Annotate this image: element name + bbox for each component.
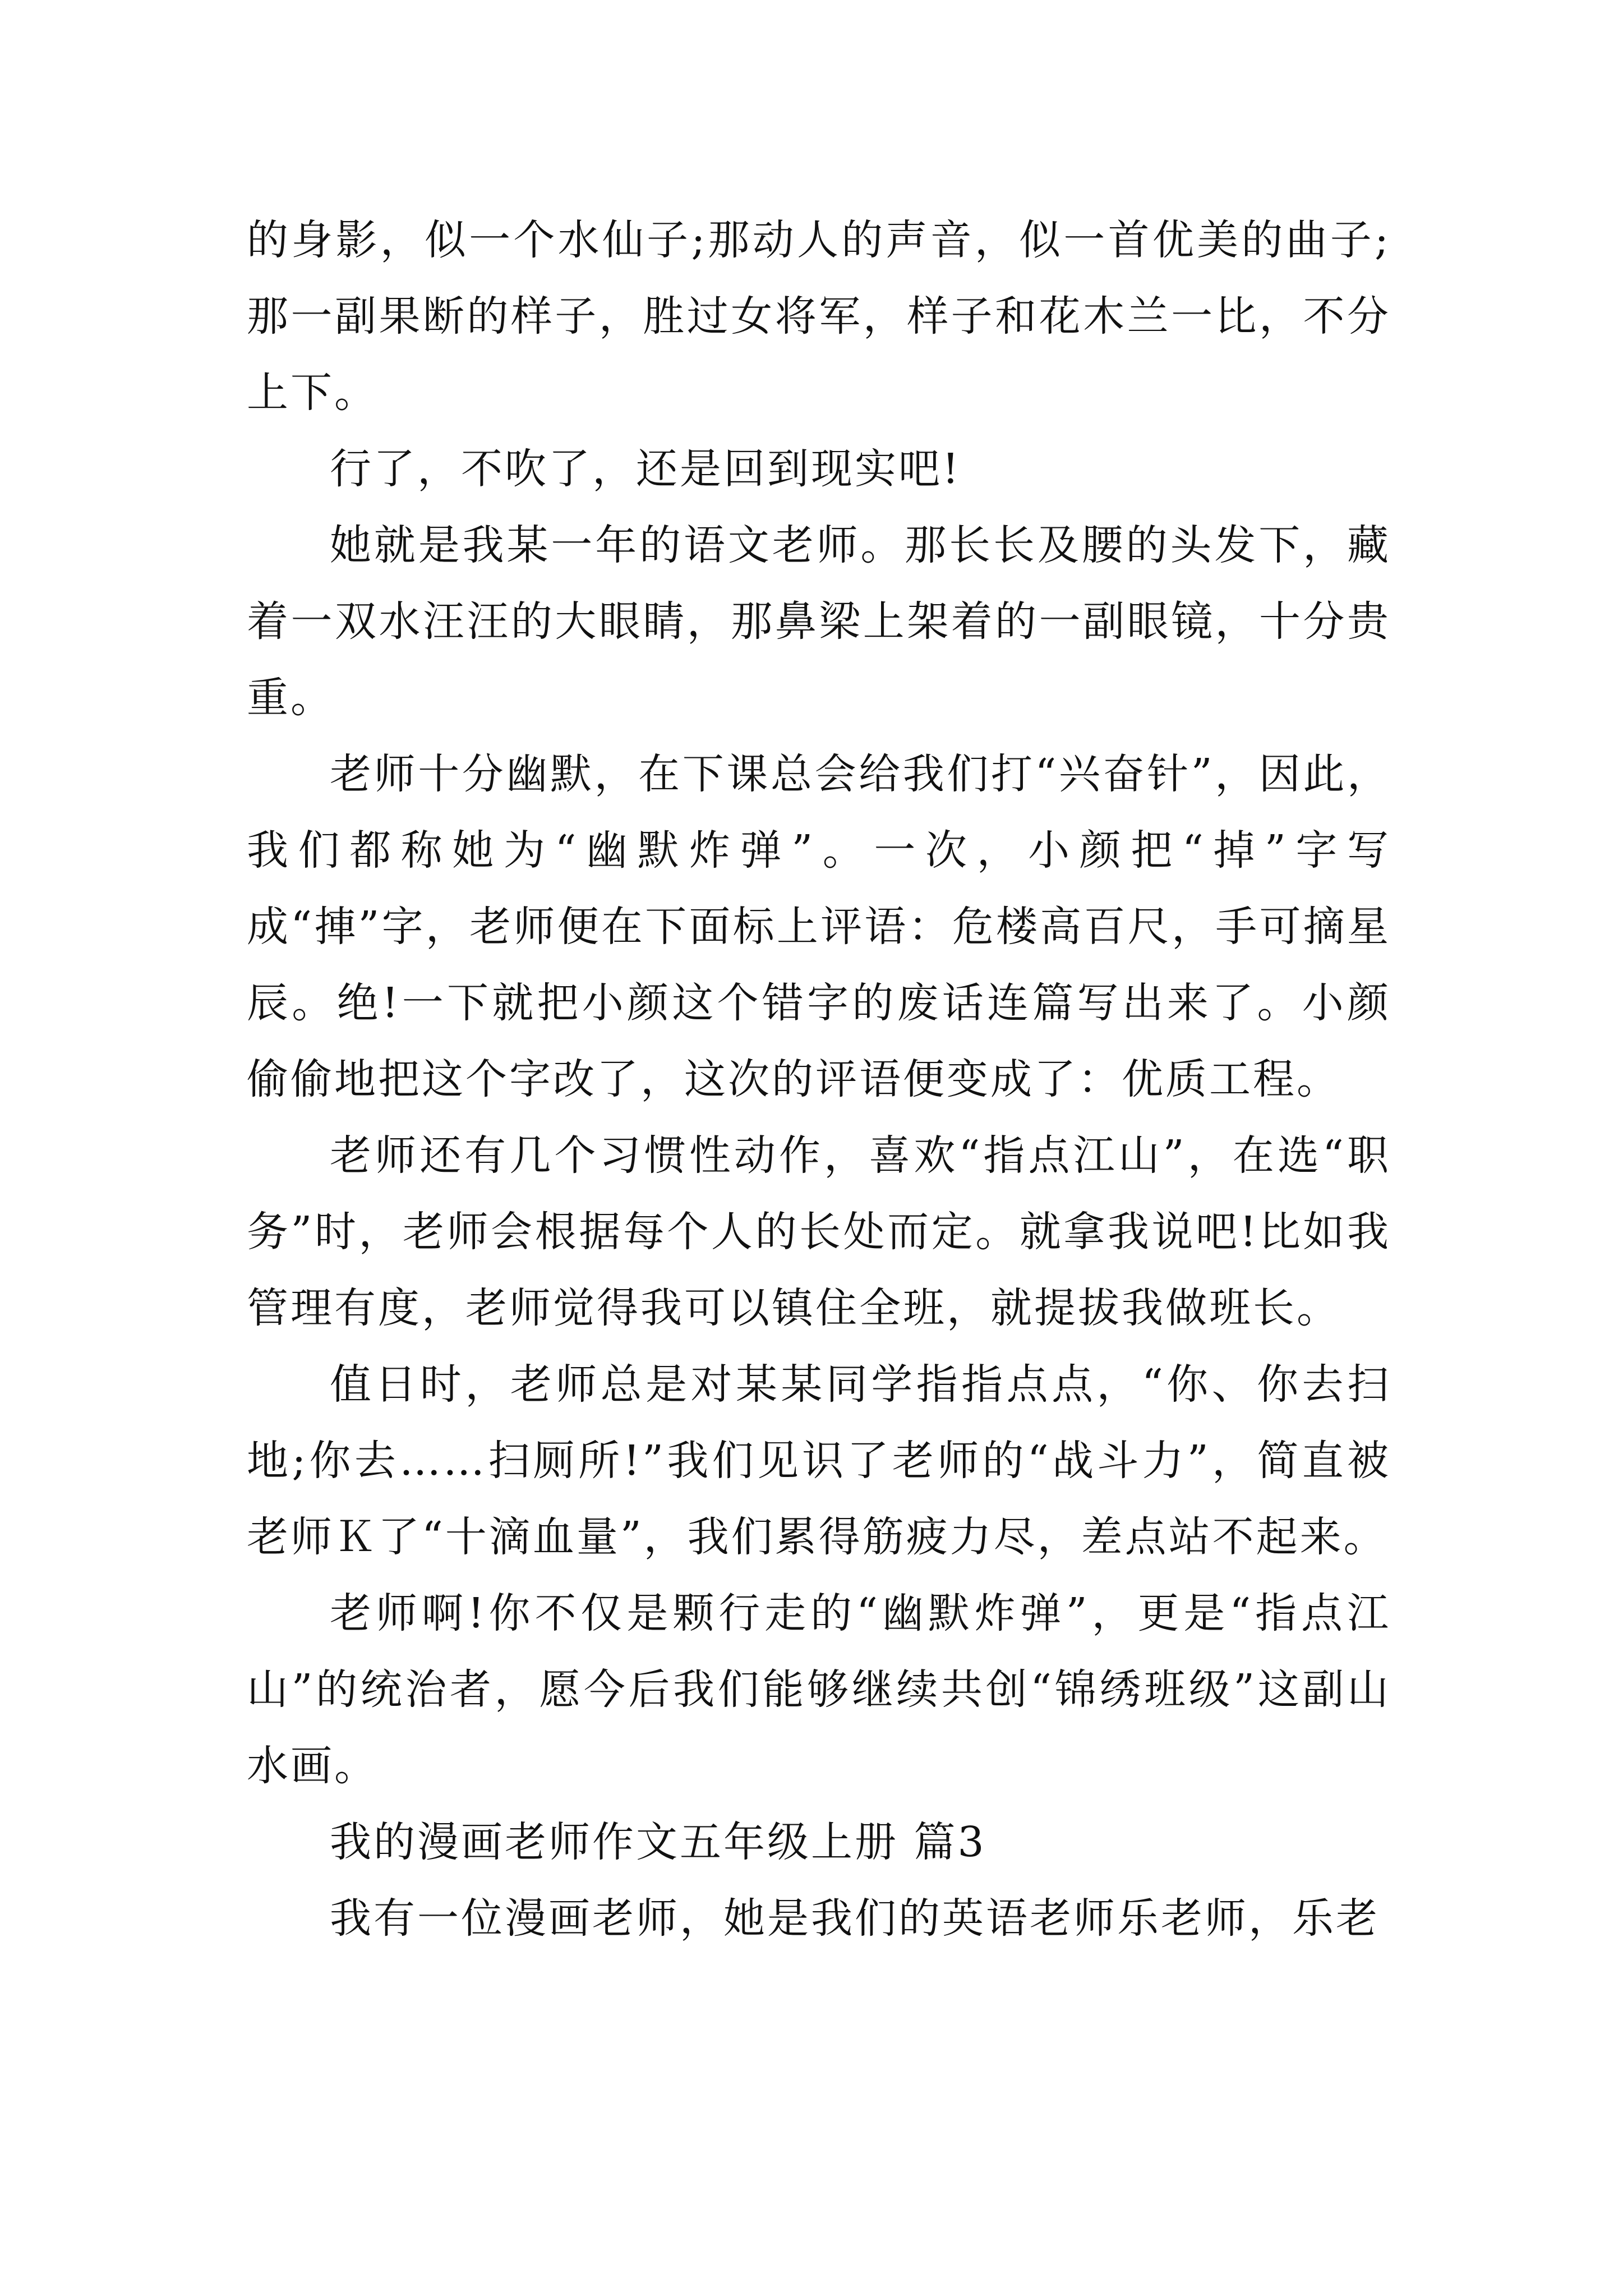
document-body <box>247 202 1391 1957</box>
paragraph-1: 的身影，似一个水仙子;那动人的声音，似一首优美的曲子;那一副果断的样子，胜过女将军，样子和花木兰一比，不分上下。 <box>247 216 1391 417</box>
paragraph-6: 值日时，老师总是对某某同学指指点点，“你、你去扫地;你去……扫厕所!”我们见识了老师的“战斗力”，简直被老师Ｋ了“十滴血量”，我们累得筋疲力尽，差点站不起来。 <box>247 1360 1391 1561</box>
paragraph-3: 她就是我某一年的语文老师。那长长及腰的头发下，藏着一双水汪汪的大眼睛，那鼻梁上架着的一副眼镜，十分贵重。 <box>247 521 1391 722</box>
paragraph-5: 老师还有几个习惯性动作，喜欢“指点江山”，在选“职务”时，老师会根据每个人的长处而定。就拿我说吧!比如我管理有度，老师觉得我可以镇住全班，就提拔我做班长。 <box>247 1131 1391 1332</box>
paragraph-9: 我有一位漫画老师，她是我们的英语老师乐老师，乐老 <box>330 1894 1380 1943</box>
paragraph-2: 行了，不吹了，还是回到现实吧! <box>330 445 961 493</box>
section-heading: 我的漫画老师作文五年级上册 篇3 <box>330 1818 986 1866</box>
paragraph-7: 老师啊!你不仅是颗行走的“幽默炸弹”，更是“指点江山”的统治者，愿今后我们能够继续共创“锦绣班级”这副山水画。 <box>247 1589 1391 1790</box>
paragraph-4: 老师十分幽默，在下课总会给我们打“兴奋针”，因此，我们都称她为“幽默炸弹”。一次，小颜把“掉”字写成“捙”字，老师便在下面标上评语：危楼高百尺，手可摘星辰。绝!一下就把小颜这个错字的废话连篇写出来了。小颜偷偷地把这个字改了，这次的评语便变成了：优质工程。 <box>247 750 1391 1103</box>
